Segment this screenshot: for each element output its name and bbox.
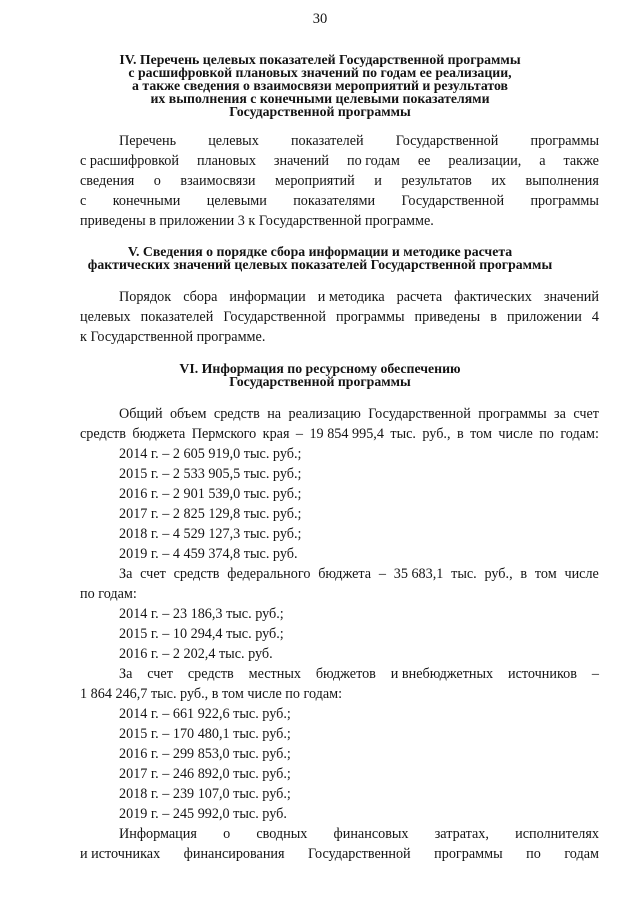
word: сведения	[80, 173, 135, 189]
word: руб.,	[422, 426, 451, 442]
paragraph-line	[80, 404, 599, 424]
word: о	[223, 826, 231, 842]
word: –	[591, 666, 599, 682]
paragraph-line: 1 864 246,7 тыс. руб., в том числе по годам:	[80, 686, 343, 702]
word: конечными	[112, 193, 181, 209]
word: показателями	[293, 193, 376, 209]
list-item: 2016 г. – 2 202,4 тыс. руб.	[119, 646, 273, 662]
section-5-heading-line: V. Сведения о порядке сбора информации и методике расчета	[127, 244, 513, 259]
word: федерального	[227, 566, 311, 582]
word: финансовых	[333, 826, 409, 842]
section-6-heading-line: VI. Информация по ресурсному обеспечению	[179, 361, 461, 376]
word: За	[119, 666, 133, 682]
list-item: 2017 г. – 2 825 129,8 тыс. руб.;	[119, 506, 302, 522]
word: Перечень	[119, 133, 177, 149]
word: плановых	[196, 153, 256, 169]
info-paragraph	[80, 824, 599, 864]
section-4-heading	[80, 53, 560, 118]
list-item: 2015 г. – 2 533 905,5 тыс. руб.;	[119, 466, 302, 482]
word: программы	[336, 309, 405, 325]
word: по	[539, 426, 554, 442]
word: и	[374, 173, 382, 189]
word: значений	[543, 289, 599, 305]
word: программы	[530, 133, 599, 149]
word: целевых	[208, 133, 259, 149]
list-item: 2016 г. – 299 853,0 тыс. руб.;	[119, 746, 291, 762]
section-5-heading	[80, 245, 560, 271]
word: Общий	[119, 406, 163, 422]
paragraph-line	[80, 824, 599, 844]
word: приведены	[414, 309, 481, 325]
word: значений	[273, 153, 330, 169]
word: программы	[478, 406, 547, 422]
word: 4	[591, 309, 599, 325]
word: по годам	[346, 153, 400, 169]
word: также	[563, 153, 599, 169]
federal-funding-paragraph	[80, 564, 599, 604]
word: –	[295, 426, 304, 442]
word: Порядок	[119, 289, 172, 305]
word: и источниках	[80, 846, 161, 862]
paragraph-line: приведены в приложении 3 к Государственной программе.	[80, 213, 434, 229]
section-4-paragraph	[80, 131, 599, 231]
list-item: 2019 г. – 245 992,0 тыс. руб.	[119, 806, 287, 822]
regional-budget-by-year-list	[119, 444, 301, 564]
word: показателей	[290, 133, 364, 149]
word: затратах,	[434, 826, 489, 842]
word: источников	[508, 666, 577, 682]
list-item: 2015 г. – 10 294,4 тыс. руб.;	[119, 626, 284, 642]
list-item: 2016 г. – 2 901 539,0 тыс. руб.;	[119, 486, 302, 502]
word: Государственной	[401, 193, 505, 209]
paragraph-line	[80, 424, 599, 444]
word: средств	[213, 406, 260, 422]
word: реализацию	[288, 406, 361, 422]
word: в	[490, 309, 497, 325]
word: и методика	[317, 289, 385, 305]
section-6-heading	[80, 362, 560, 388]
word: сбора	[183, 289, 218, 305]
paragraph-line	[80, 564, 599, 584]
word: средств	[80, 426, 126, 442]
word: годам:	[560, 426, 599, 442]
word: 35 683,1	[393, 566, 444, 582]
word: Информация	[119, 826, 197, 842]
word: счет	[140, 566, 166, 582]
list-item: 2018 г. – 239 107,0 тыс. руб.;	[119, 786, 291, 802]
word: результатов	[401, 173, 472, 189]
paragraph-line: по годам:	[80, 586, 137, 602]
word: финансирования	[183, 846, 285, 862]
word: том	[534, 566, 557, 582]
word: за	[554, 406, 566, 422]
paragraph-line	[80, 151, 599, 171]
word: бюджета	[132, 426, 186, 442]
word: тыс.	[390, 426, 416, 442]
word: местных	[248, 666, 301, 682]
word: с	[80, 193, 87, 209]
word: взаимосвязи	[180, 173, 256, 189]
word: бюджета	[318, 566, 372, 582]
local-funding-paragraph	[80, 664, 599, 704]
paragraph-line	[80, 171, 599, 191]
section-4-heading-line: IV. Перечень целевых показателей Государственной программы	[119, 52, 521, 67]
list-item: 2017 г. – 246 892,0 тыс. руб.;	[119, 766, 291, 782]
section-4-heading-line: а также сведения о взаимосвязи мероприятий и результатов	[132, 78, 508, 93]
section-6-heading-line: Государственной программы	[229, 374, 411, 389]
word: Пермского	[191, 426, 257, 442]
word: Государственной	[395, 133, 499, 149]
word: с расшифровкой	[80, 153, 179, 169]
paragraph-line	[80, 844, 599, 864]
word: счет	[147, 666, 173, 682]
word: За	[119, 566, 133, 582]
total-funding-paragraph	[80, 404, 599, 444]
word: сводных	[256, 826, 308, 842]
word: целевых	[80, 309, 131, 325]
paragraph-line	[80, 664, 599, 684]
list-item: 2015 г. – 170 480,1 тыс. руб.;	[119, 726, 291, 742]
word: приложении	[507, 309, 582, 325]
list-item: 2014 г. – 23 186,3 тыс. руб.;	[119, 606, 284, 622]
word: программы	[530, 193, 599, 209]
word: ее	[417, 153, 431, 169]
word: фактических	[454, 289, 532, 305]
paragraph-line	[80, 131, 599, 151]
word: числе	[564, 566, 599, 582]
word: Государственной	[308, 846, 411, 862]
word: 19 854 995,4	[309, 426, 384, 442]
word: по	[526, 846, 541, 862]
section-4-heading-line: с расшифровкой плановых значений по годам ее реализации,	[128, 65, 512, 80]
word: Государственной	[368, 406, 471, 422]
section-4-heading-line: их выполнения с конечными целевыми показателями	[150, 91, 490, 106]
local-budget-by-year-list	[119, 704, 291, 824]
federal-budget-by-year-list	[119, 604, 284, 664]
list-item: 2014 г. – 2 605 919,0 тыс. руб.;	[119, 446, 302, 462]
word: тыс.	[451, 566, 477, 582]
page-number: 30	[312, 11, 328, 27]
word: на	[267, 406, 282, 422]
list-item: 2019 г. – 4 459 374,8 тыс. руб.	[119, 546, 298, 562]
word: счет	[573, 406, 599, 422]
word: средств	[173, 566, 220, 582]
word: края	[262, 426, 290, 442]
word: программы	[434, 846, 503, 862]
word: Государственной	[223, 309, 326, 325]
word: и внебюджетных	[390, 666, 494, 682]
section-5-heading-line: фактических значений целевых показателей Государственной программы	[87, 257, 553, 272]
word: руб.,	[484, 566, 513, 582]
word: мероприятий	[275, 173, 355, 189]
section-5-paragraph	[80, 287, 599, 347]
word: целевыми	[206, 193, 267, 209]
word: числе	[498, 426, 533, 442]
word: в	[520, 566, 528, 582]
word: а	[539, 153, 546, 169]
word: годам	[564, 846, 599, 862]
word: реализации,	[448, 153, 522, 169]
paragraph-line	[80, 287, 599, 307]
word: показателей	[140, 309, 214, 325]
word: информации	[229, 289, 306, 305]
word: том	[470, 426, 492, 442]
word: бюджетов	[315, 666, 376, 682]
word: выполнения	[525, 173, 599, 189]
word: расчета	[396, 289, 443, 305]
word: в	[456, 426, 464, 442]
word: о	[153, 173, 161, 189]
paragraph-line	[80, 191, 599, 211]
list-item: 2018 г. – 4 529 127,3 тыс. руб.;	[119, 526, 302, 542]
list-item: 2014 г. – 661 922,6 тыс. руб.;	[119, 706, 291, 722]
word: исполнителях	[515, 826, 599, 842]
word: средств	[187, 666, 234, 682]
word: –	[378, 566, 386, 582]
word: их	[491, 173, 506, 189]
word: объем	[169, 406, 207, 422]
section-4-heading-line: Государственной программы	[229, 104, 411, 119]
paragraph-line: к Государственной программе.	[80, 329, 266, 345]
paragraph-line	[80, 307, 599, 327]
